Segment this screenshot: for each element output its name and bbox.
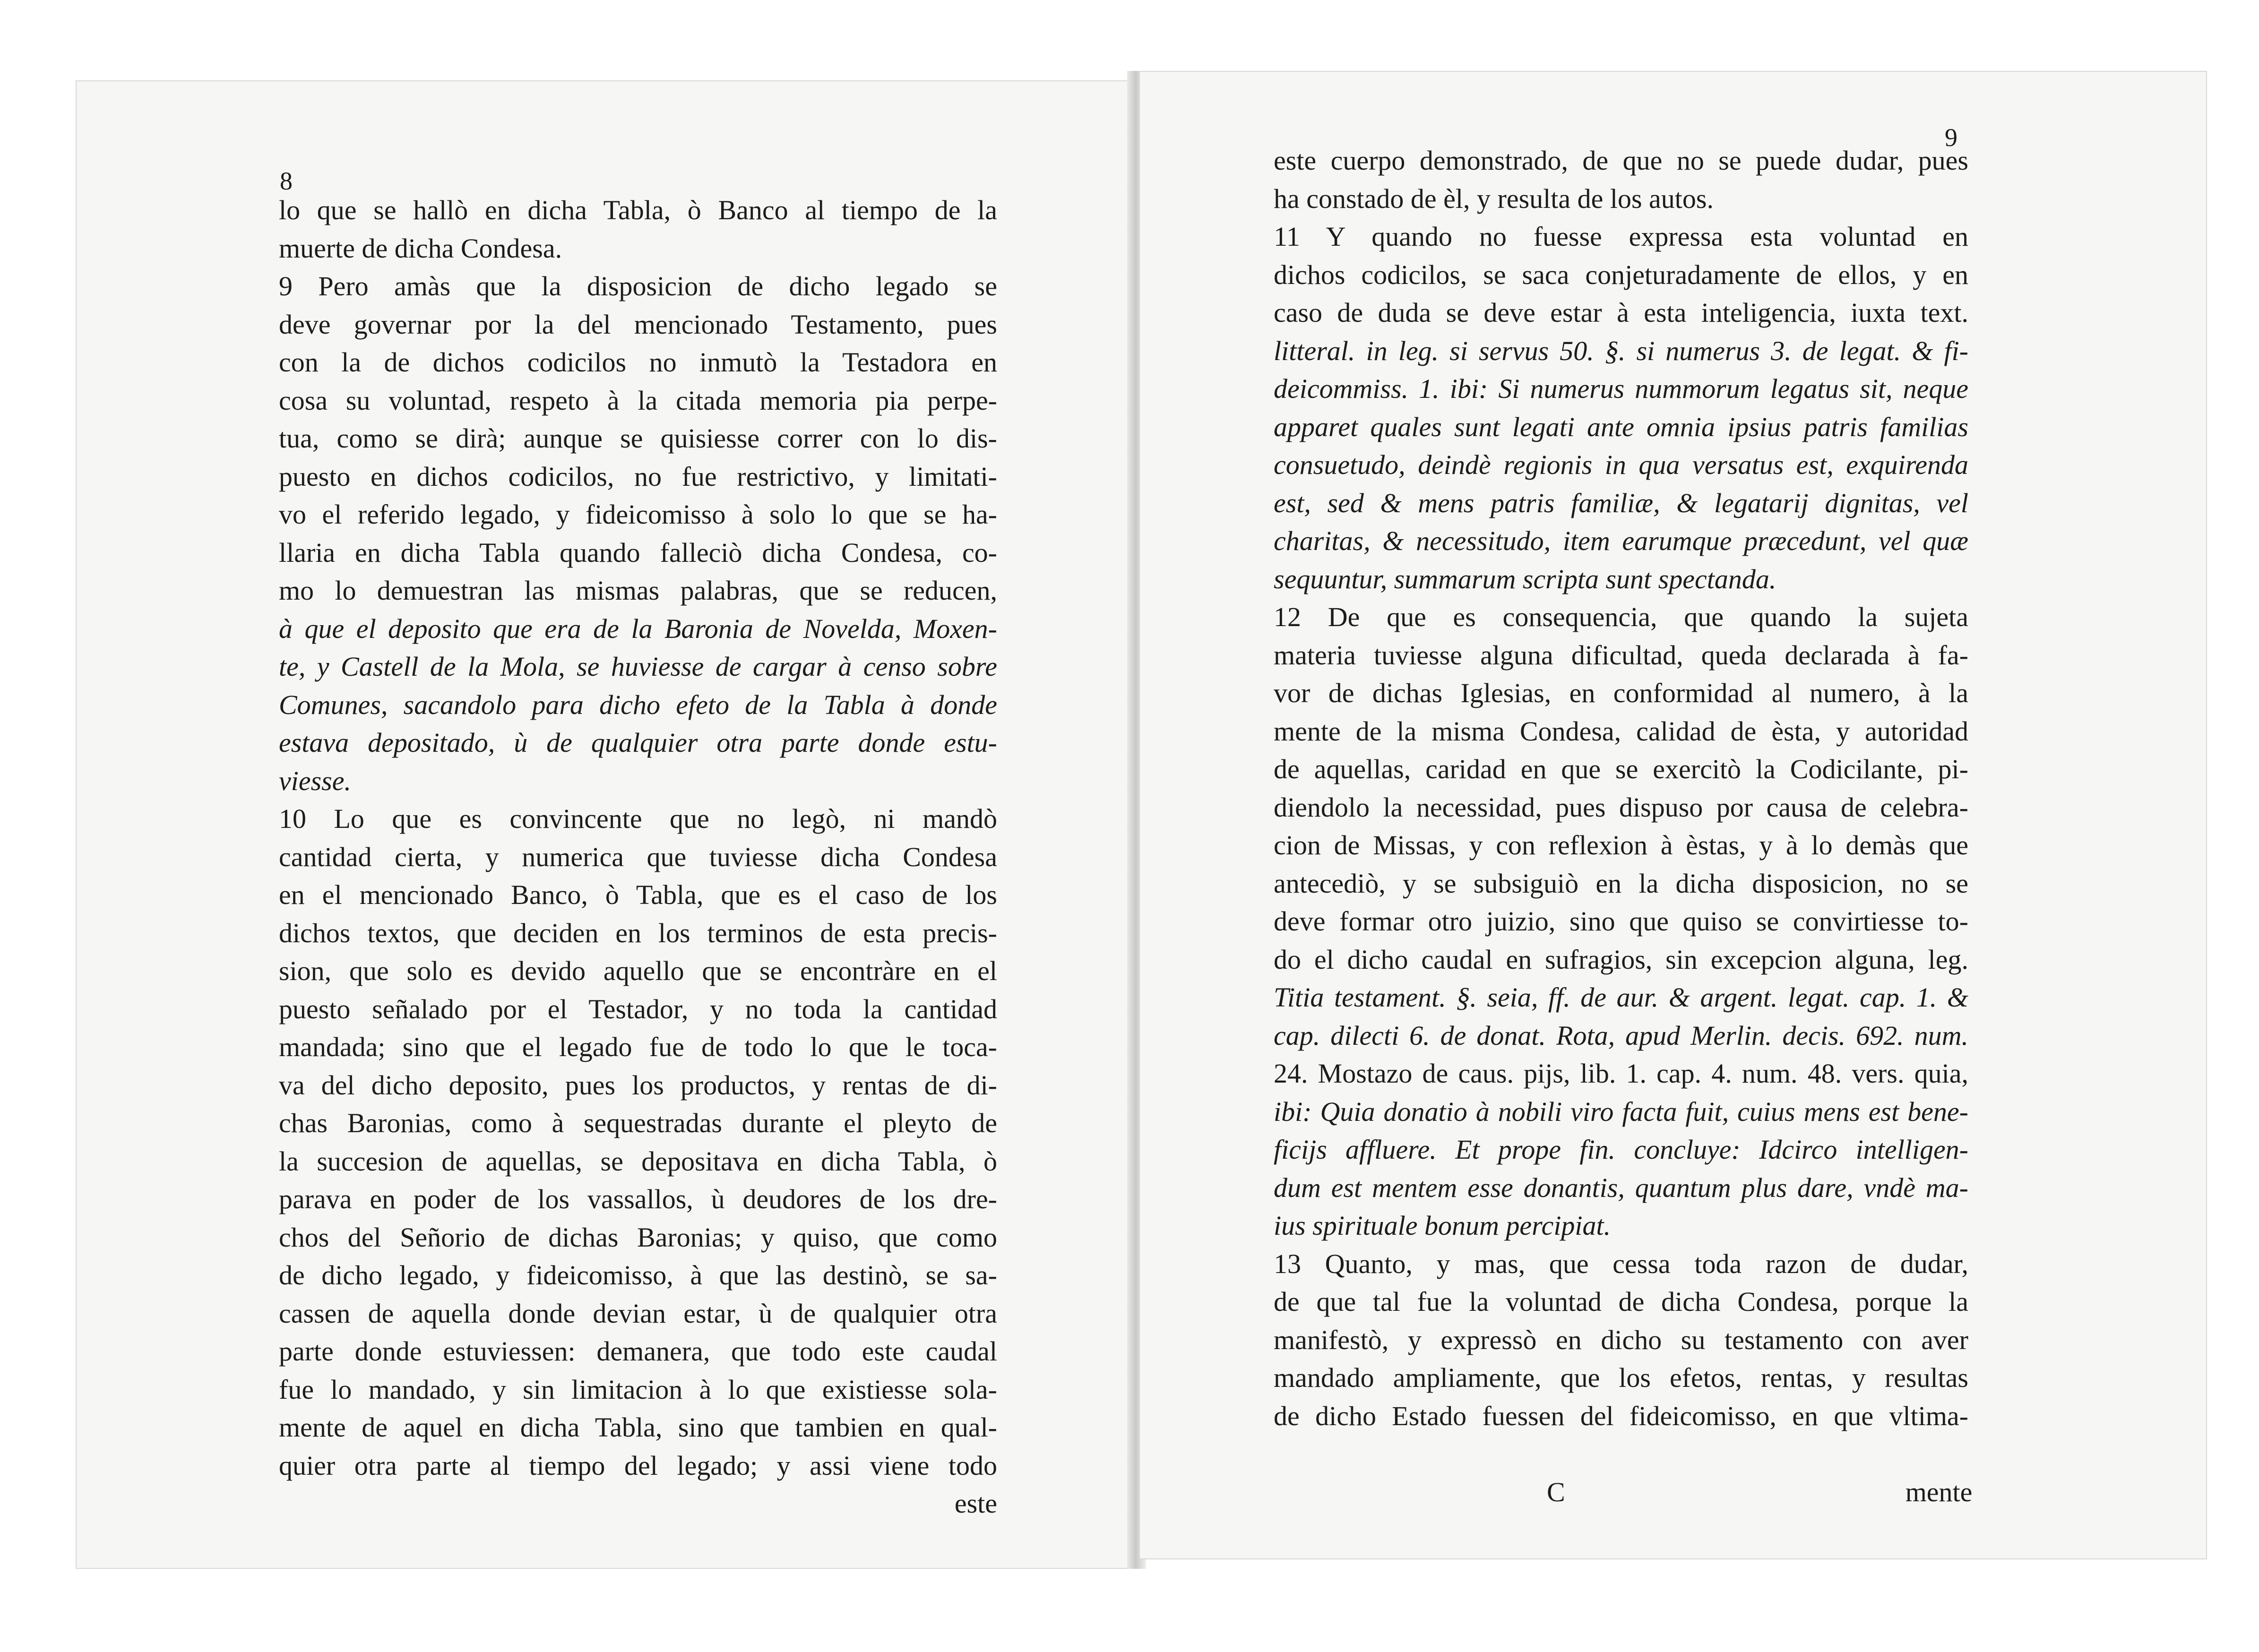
text-line: dichos textos, que deciden en los terminos de esta precis- [279, 917, 997, 948]
quoted-text-line: Comunes, sacandolo para dicho efeto de la Tabla à donde [279, 689, 997, 720]
quoted-text-line: dum est mentem esse donantis, quantum plus dare, vndè ma- [1274, 1172, 1968, 1203]
text-line: lo que se hallò en dicha Tabla, ò Banco al tiempo de la [279, 195, 997, 225]
right-page-text [1274, 142, 1973, 1549]
text-line: chos del Señorio de dichas Baronias; y quiso, que como [279, 1222, 997, 1253]
text-line: cion de Missas, y con reflexion à èstas, y à lo demàs que [1274, 830, 1968, 860]
catchword: mente [1905, 1476, 1973, 1507]
text-line: de que tal fue la voluntad de dicha Condesa, porque la [1274, 1286, 1968, 1317]
text-line: de aquellas, caridad en que se exercitò la Codicilante, pi- [1274, 754, 1968, 784]
quoted-text-line: viesse. [279, 765, 351, 796]
quoted-text-line: ius spirituale bonum percipiat. [1274, 1210, 1611, 1241]
text-line: con la de dichos codicilos no inmutò la Testadora en [279, 347, 997, 378]
quoted-text-line: estava depositado, ù de qualquier otra parte donde estu- [279, 727, 997, 758]
left-page-number: 8 [280, 167, 293, 195]
text-line: vor de dichas Iglesias, en conformidad al numero, à la [1274, 678, 1968, 708]
text-line: manifestò, y expressò en dicho su testamento con aver [1274, 1324, 1968, 1355]
citation-line: deicommiss. 1. ibi: Si numerus nummorum legatus sit, neque [1274, 373, 1968, 404]
text-line: de dicho legado, y fideicomisso, à que las destinò, se sa- [279, 1260, 997, 1291]
quoted-text-line: est, sed & mens patris familiæ, & legatarij dignitas, vel [1274, 487, 1968, 518]
text-line: caso de duda se deve estar à esta inteligencia, iuxta text. [1274, 297, 1968, 328]
paragraph-13-start: 13 Quanto, y mas, que cessa toda razon de dudar, [1274, 1248, 1968, 1279]
citation-line: Titia testament. §. seia, ff. de aur. & argent. legat. cap. 1. & [1274, 982, 1968, 1013]
text-line: en el mencionado Banco, ò Tabla, que es el caso de los [279, 879, 997, 910]
text-line: vo el referido legado, y fideicomisso à solo lo que se ha- [279, 499, 997, 530]
text-line: parte donde estuviessen: demanera, que todo este caudal [279, 1336, 997, 1367]
text-line: muerte de dicha Condesa. [279, 232, 562, 264]
text-line: deve governar por la del mencionado Testamento, pues [279, 309, 997, 340]
text-line: mente de aquel en dicha Tabla, sino que tambien en qual- [279, 1412, 997, 1443]
quoted-text-line: sequuntur, summarum scripta sunt spectanda. [1274, 563, 1776, 594]
paragraph-12-start: 12 De que es consequencia, que quando la sujeta [1274, 602, 1968, 632]
text-line: puesto señalado por el Testador, y no toda la cantidad [279, 993, 997, 1024]
text-line: deve formar otro juizio, sino que quiso se convirtiesse to- [1274, 906, 1968, 937]
text-line: cantidad cierta, y numerica que tuviesse dicha Condesa [279, 841, 997, 872]
quoted-text-line: te, y Castell de la Mola, se huviesse de cargar à censo sobre [279, 651, 997, 682]
quoted-text-line: ibi: Quia donatio à nobili viro facta fuit, cuius mens est bene- [1274, 1096, 1968, 1127]
text-line: diendolo la necessidad, pues dispuso por causa de celebra- [1274, 792, 1968, 823]
citation-line: cap. dilecti 6. de donat. Rota, apud Merlin. decis. 692. num. [1274, 1020, 1968, 1051]
quoted-text-line: à que el deposito que era de la Baronia de Novelda, Moxen- [279, 613, 997, 644]
text-line: fue lo mandado, y sin limitacion à lo que existiesse sola- [279, 1374, 997, 1405]
text-line: de dicho Estado fuessen del fideicomisso, en que vltima- [1274, 1400, 1968, 1431]
text-line: cassen de aquella donde devian estar, ù de qualquier otra [279, 1298, 997, 1329]
text-line: este cuerpo demonstrado, de que no se puede dudar, pues [1274, 145, 1968, 176]
paragraph-10-start: 10 Lo que es convincente que no legò, ni mandò [279, 803, 997, 834]
quoted-text-line: charitas, & necessitudo, item earumque præcedunt, vel quæ [1274, 525, 1968, 556]
text-line: ha constado de èl, y resulta de los autos. [1274, 183, 1714, 214]
text-line: parava en poder de los vassallos, ù deudores de los dre- [279, 1184, 997, 1214]
text-line: chas Baronias, como à sequestradas durante el pleyto de [279, 1108, 997, 1138]
text-line: dichos codicilos, se saca conjeturadamente de ellos, y en [1274, 259, 1968, 290]
text-line: mo lo demuestran las mismas palabras, que se reducen, [279, 575, 997, 606]
quoted-text-line: ficijs affluere. Et prope fin. concluye: Idcirco intelligen- [1274, 1134, 1968, 1165]
text-line: mandada; sino que el legado fue de todo lo que le toca- [279, 1032, 997, 1062]
text-line: tua, como se dirà; aunque se quisiesse correr con lo dis- [279, 423, 997, 454]
text-line: cosa su voluntad, respeto à la citada memoria pia perpe- [279, 385, 997, 416]
text-line: mandado ampliamente, que los efetos, rentas, y resultas [1274, 1362, 1968, 1393]
paragraph-11-start: 11 Y quando no fuesse expressa esta voluntad en [1274, 221, 1968, 252]
quoted-text-line: consuetudo, deindè regionis in qua versatus est, exquirenda [1274, 449, 1968, 480]
quoted-text-line: apparet quales sunt legati ante omnia ipsius patris familias [1274, 411, 1968, 442]
text-line: quier otra parte al tiempo del legado; y assi viene todo [279, 1450, 997, 1481]
citation-line: litteral. in leg. si servus 50. §. si numerus 3. de legat. & fi- [1274, 335, 1968, 366]
text-line: mente de la misma Condesa, calidad de èsta, y autoridad [1274, 715, 1968, 747]
text-line: do el dicho caudal en sufragios, sin excepcion alguna, leg. [1274, 944, 1968, 975]
text-line: sion, que solo es devido aquello que se encontràre en el [279, 955, 997, 986]
text-line: materia tuviesse alguna dificultad, queda declarada à fa- [1274, 639, 1968, 671]
text-line: llaria en dicha Tabla quando falleciò dicha Condesa, co- [279, 537, 997, 568]
paragraph-9-start: 9 Pero amàs que la disposicion de dicho legado se [279, 271, 997, 301]
text-line: puesto en dichos codicilos, no fue restrictivo, y limitati- [279, 461, 997, 492]
text-line: antecediò, y se subsiguiò en la dicha disposicion, no se [1274, 868, 1968, 899]
right-page-number: 9 [1945, 123, 1957, 152]
left-page-text [279, 191, 997, 1523]
text-line: va del dicho deposito, pues los productos, y rentas de di- [279, 1069, 997, 1101]
citation-line: 24. Mostazo de caus. pijs, lib. 1. cap. 4. num. 48. vers. quia, [1274, 1058, 1968, 1089]
signature-mark: C [1547, 1476, 1565, 1507]
text-line: la succesion de aquellas, se depositava en dicha Tabla, ò [279, 1145, 997, 1177]
catchword: este [954, 1488, 997, 1519]
